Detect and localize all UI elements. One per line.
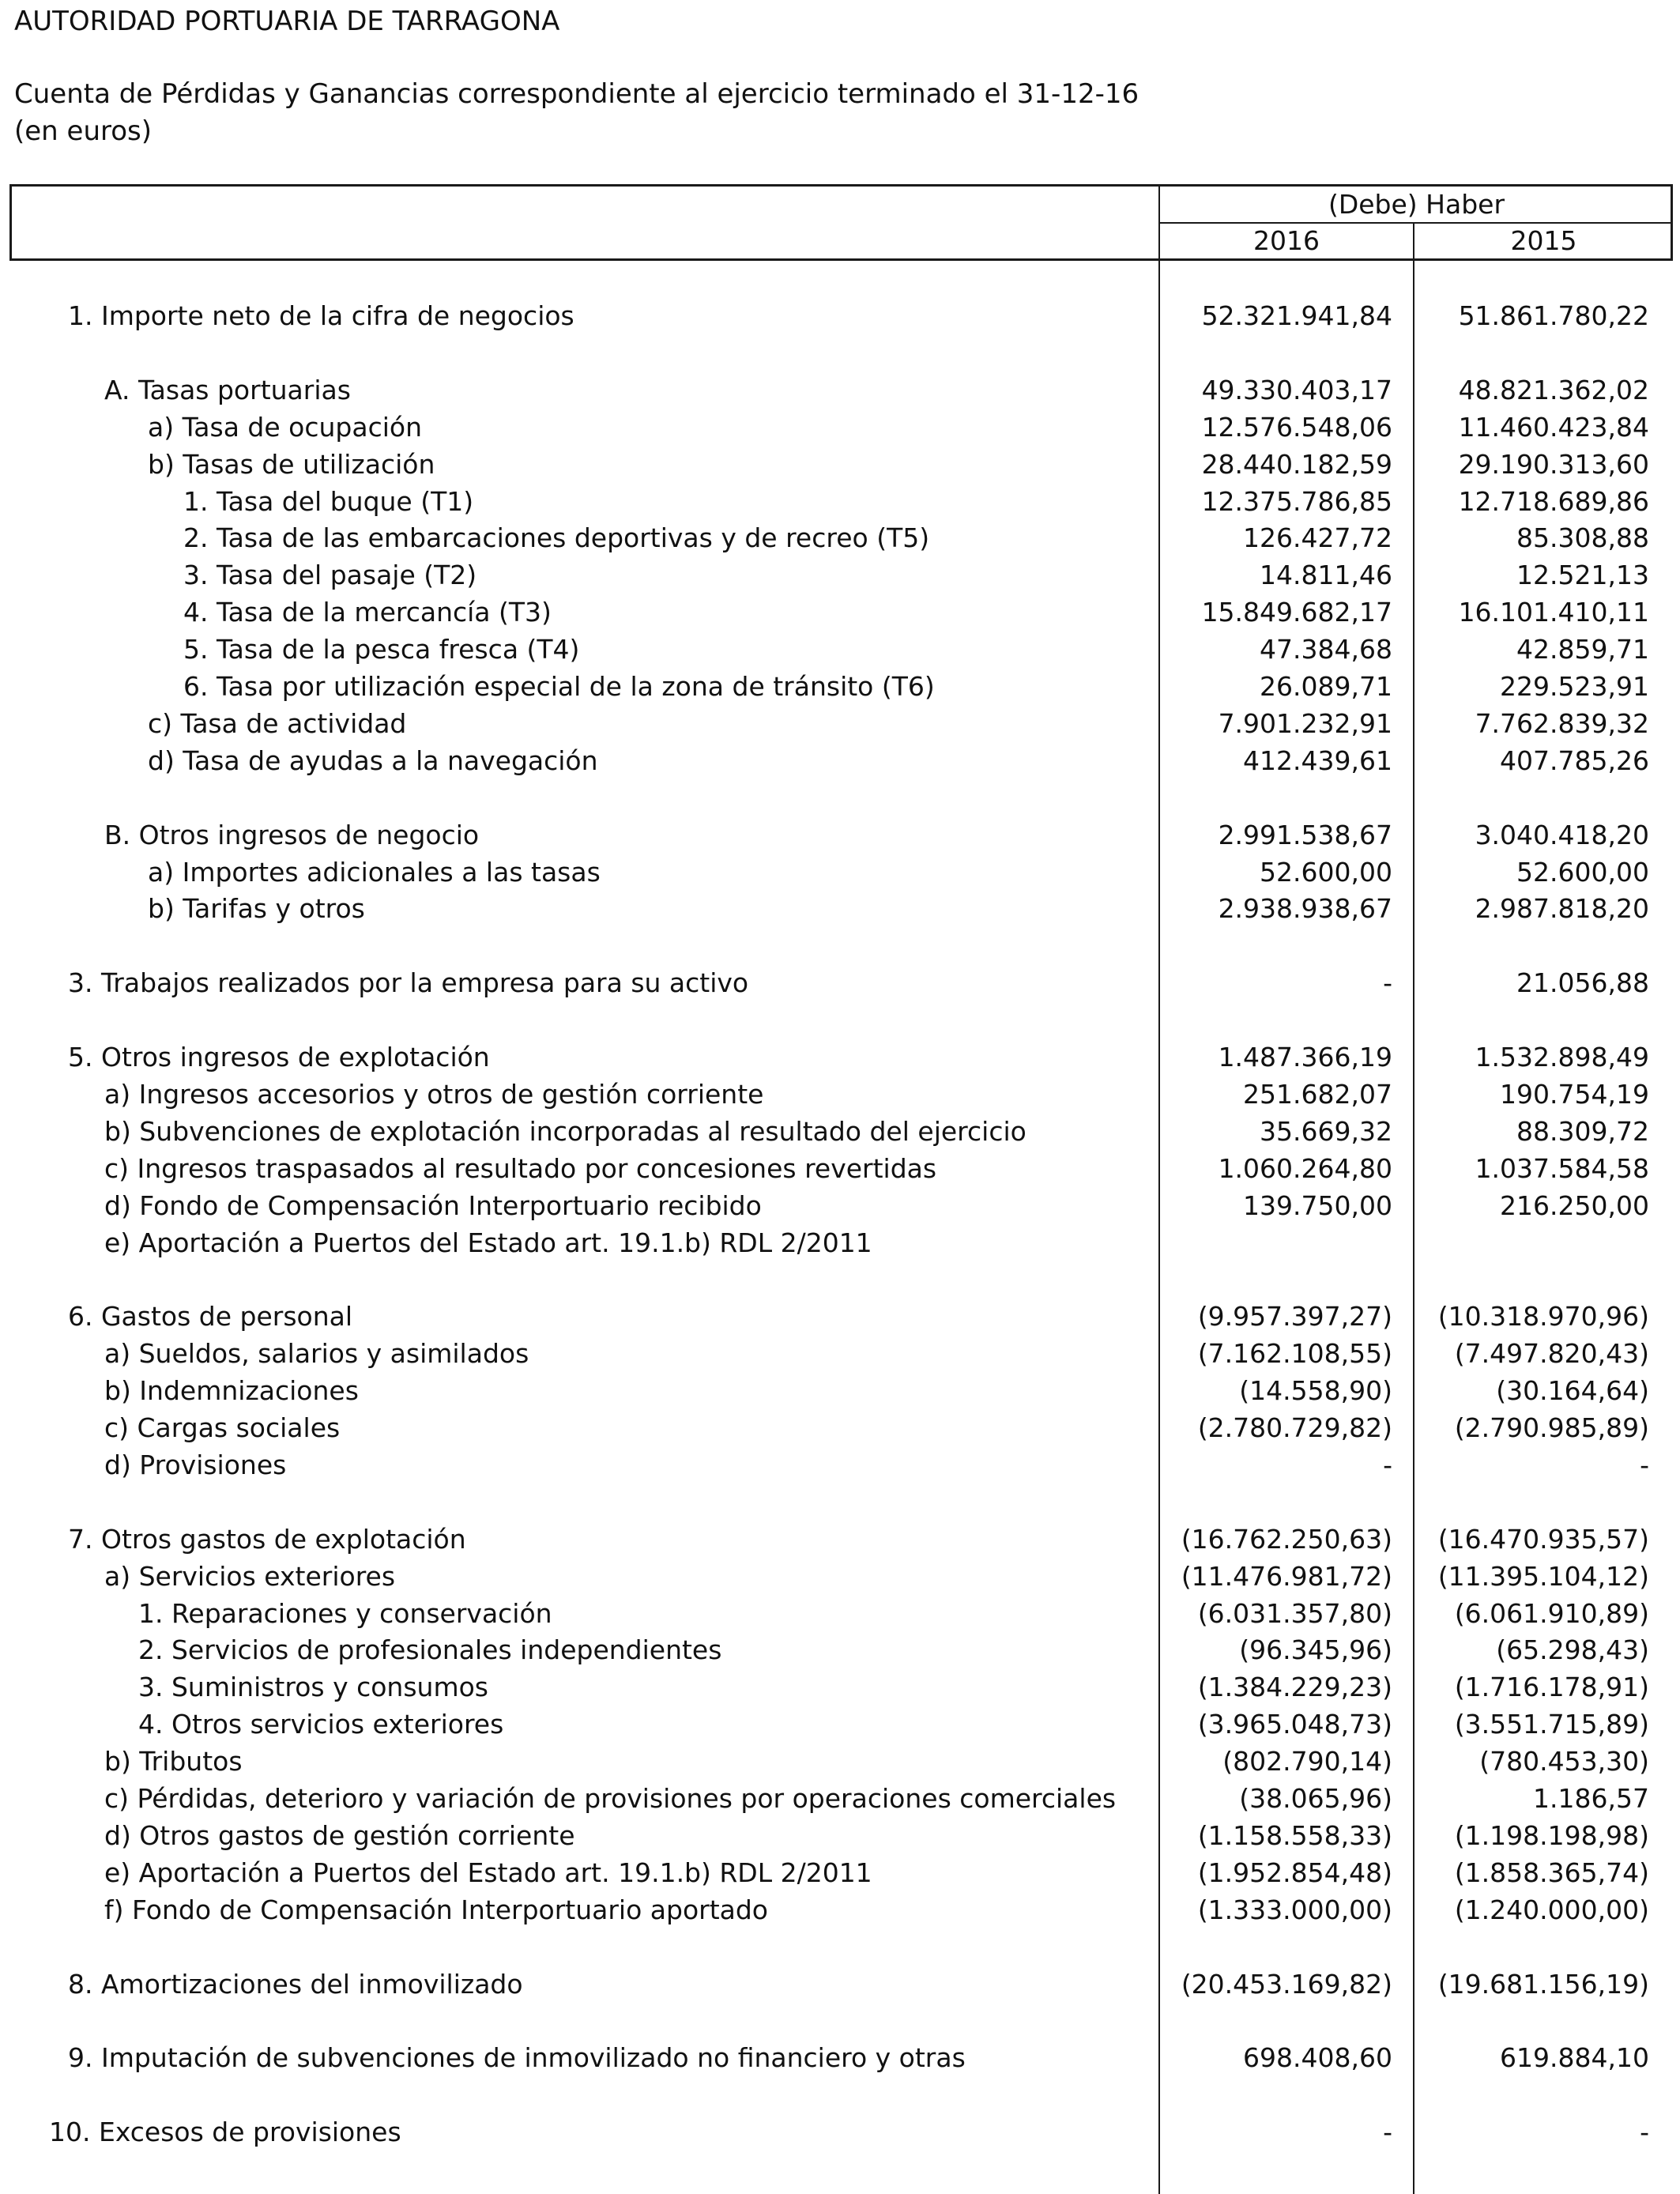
value-2015: 21.056,88 bbox=[1516, 967, 1649, 998]
row-label: c) Tasa de actividad bbox=[148, 708, 407, 739]
table-row bbox=[0, 2043, 1680, 2080]
value-2015: 85.308,88 bbox=[1516, 522, 1649, 553]
row-label: c) Pérdidas, deterioro y variación de provisiones por operaciones comerciales bbox=[104, 1783, 1117, 1814]
table-row bbox=[0, 1339, 1680, 1376]
entity-name: AUTORIDAD PORTUARIA DE TARRAGONA bbox=[14, 6, 560, 37]
value-2016: (1.384.229,23) bbox=[1197, 1672, 1392, 1702]
row-label: c) Ingresos traspasados al resultado por concesiones revertidas bbox=[104, 1153, 937, 1184]
value-2015: 229.523,91 bbox=[1500, 671, 1649, 702]
row-label: 1. Reparaciones y conservación bbox=[138, 1598, 552, 1629]
value-2015: 88.309,72 bbox=[1516, 1116, 1649, 1147]
table-row bbox=[0, 1970, 1680, 2007]
table-row bbox=[0, 560, 1680, 598]
table-row bbox=[0, 1413, 1680, 1450]
table-row bbox=[0, 1117, 1680, 1154]
row-label: 7. Otros gastos de explotación bbox=[68, 1524, 466, 1555]
table-row bbox=[0, 1784, 1680, 1821]
table-row bbox=[0, 487, 1680, 524]
row-label: B. Otros ingresos de negocio bbox=[104, 820, 480, 850]
table-row bbox=[0, 746, 1680, 783]
value-2016: 47.384,68 bbox=[1260, 634, 1392, 665]
column-header-2015: 2015 bbox=[1510, 225, 1577, 256]
row-label: b) Tributos bbox=[104, 1746, 243, 1777]
row-label: d) Provisiones bbox=[104, 1449, 287, 1480]
value-2015: 407.785,26 bbox=[1500, 745, 1649, 776]
statement-title: Cuenta de Pérdidas y Ganancias correspondiente al ejercicio terminado el 31-12-16 bbox=[14, 78, 1139, 110]
row-label: d) Tasa de ayudas a la navegación bbox=[148, 745, 598, 776]
table-row bbox=[0, 413, 1680, 450]
value-2016: 52.600,00 bbox=[1260, 857, 1392, 888]
value-2015: (11.395.104,12) bbox=[1437, 1561, 1649, 1592]
value-2016: (14.558,90) bbox=[1239, 1375, 1392, 1406]
value-2016: (1.333.000,00) bbox=[1197, 1894, 1392, 1925]
value-2016: (38.065,96) bbox=[1239, 1783, 1392, 1814]
value-2015: (10.318.970,96) bbox=[1437, 1301, 1649, 1332]
row-label: e) Aportación a Puertos del Estado art. 19.1.b) RDL 2/2011 bbox=[104, 1227, 872, 1258]
table-row bbox=[0, 598, 1680, 635]
value-2015: - bbox=[1640, 2117, 1649, 2147]
value-2015: 52.600,00 bbox=[1516, 857, 1649, 888]
value-2016: 49.330.403,17 bbox=[1201, 375, 1392, 405]
value-2015: 2.987.818,20 bbox=[1475, 893, 1649, 924]
value-2016: 251.682,07 bbox=[1243, 1079, 1392, 1110]
table-row bbox=[0, 523, 1680, 560]
value-2015: 42.859,71 bbox=[1516, 634, 1649, 665]
table-row bbox=[0, 1042, 1680, 1080]
value-2015: 29.190.313,60 bbox=[1458, 449, 1649, 480]
table-row bbox=[0, 1895, 1680, 1932]
column-header-2016: 2016 bbox=[1253, 225, 1320, 256]
row-label: 5. Tasa de la pesca fresca (T4) bbox=[183, 634, 580, 665]
row-label: 2. Servicios de profesionales independientes bbox=[138, 1634, 722, 1665]
value-2016: 2.991.538,67 bbox=[1218, 820, 1392, 850]
row-label: a) Sueldos, salarios y asimilados bbox=[104, 1338, 529, 1369]
value-2015: 1.037.584,58 bbox=[1475, 1153, 1649, 1184]
value-2015: 51.861.780,22 bbox=[1458, 300, 1649, 331]
row-label: b) Subvenciones de explotación incorporadas al resultado del ejercicio bbox=[104, 1116, 1026, 1147]
row-label: a) Tasa de ocupación bbox=[148, 412, 422, 443]
value-2015: (780.453,30) bbox=[1479, 1746, 1649, 1777]
value-2016: 139.750,00 bbox=[1243, 1190, 1392, 1221]
table-row bbox=[0, 1672, 1680, 1710]
value-2015: (1.858.365,74) bbox=[1454, 1857, 1649, 1888]
statement-units: (en euros) bbox=[14, 115, 153, 147]
value-2016: 2.938.938,67 bbox=[1218, 893, 1392, 924]
value-2016: 12.576.548,06 bbox=[1201, 412, 1392, 443]
value-2016: 412.439,61 bbox=[1243, 745, 1392, 776]
value-2016: (802.790,14) bbox=[1222, 1746, 1392, 1777]
row-label: f) Fondo de Compensación Interportuario aportado bbox=[104, 1894, 769, 1925]
table-row bbox=[0, 2117, 1680, 2154]
value-2016: (1.158.558,33) bbox=[1197, 1820, 1392, 1851]
value-2016: (11.476.981,72) bbox=[1181, 1561, 1392, 1592]
row-label: 8. Amortizaciones del inmovilizado bbox=[68, 1969, 523, 2000]
value-2016: (16.762.250,63) bbox=[1181, 1524, 1392, 1555]
value-2016: 1.060.264,80 bbox=[1218, 1153, 1392, 1184]
value-2015: 48.821.362,02 bbox=[1458, 375, 1649, 405]
table-row bbox=[0, 820, 1680, 858]
value-2015: (2.790.985,89) bbox=[1454, 1412, 1649, 1443]
row-label: d) Fondo de Compensación Interportuario recibido bbox=[104, 1190, 762, 1221]
value-2016: (6.031.357,80) bbox=[1197, 1598, 1392, 1629]
table-row bbox=[0, 1821, 1680, 1858]
row-label: d) Otros gastos de gestión corriente bbox=[104, 1820, 575, 1851]
value-2015: (1.716.178,91) bbox=[1454, 1672, 1649, 1702]
row-label: c) Cargas sociales bbox=[104, 1412, 341, 1443]
row-label: b) Indemnizaciones bbox=[104, 1375, 359, 1406]
table-row bbox=[0, 1191, 1680, 1228]
value-2015: 190.754,19 bbox=[1500, 1079, 1649, 1110]
table-row bbox=[0, 1525, 1680, 1562]
value-2015: (7.497.820,43) bbox=[1454, 1338, 1649, 1369]
value-2016: 15.849.682,17 bbox=[1201, 597, 1392, 628]
table-row bbox=[0, 1858, 1680, 1895]
value-2015: - bbox=[1640, 1449, 1649, 1480]
row-label: 4. Otros servicios exteriores bbox=[138, 1709, 504, 1740]
value-2015: 12.718.689,86 bbox=[1458, 486, 1649, 517]
table-row bbox=[0, 858, 1680, 895]
row-label: 6. Gastos de personal bbox=[68, 1301, 353, 1332]
row-label: A. Tasas portuarias bbox=[104, 375, 351, 405]
value-2015: (30.164,64) bbox=[1496, 1375, 1649, 1406]
row-label: 5. Otros ingresos de explotación bbox=[68, 1042, 490, 1072]
table-row bbox=[0, 1710, 1680, 1747]
table-row bbox=[0, 1302, 1680, 1339]
value-2015: (16.470.935,57) bbox=[1437, 1524, 1649, 1555]
table-row bbox=[0, 1599, 1680, 1636]
value-2015: 3.040.418,20 bbox=[1475, 820, 1649, 850]
table-row bbox=[0, 709, 1680, 746]
value-2015: 619.884,10 bbox=[1500, 2042, 1649, 2073]
value-2015: (19.681.156,19) bbox=[1437, 1969, 1649, 2000]
table-row bbox=[0, 968, 1680, 1005]
value-2015: 1.532.898,49 bbox=[1475, 1042, 1649, 1072]
table-row bbox=[0, 375, 1680, 413]
value-2015: (1.198.198,98) bbox=[1454, 1820, 1649, 1851]
value-2015: 12.521,13 bbox=[1516, 560, 1649, 590]
table-row bbox=[0, 672, 1680, 709]
row-label: 3. Trabajos realizados por la empresa para su activo bbox=[68, 967, 749, 998]
row-label: a) Importes adicionales a las tasas bbox=[148, 857, 601, 888]
row-label: 4. Tasa de la mercancía (T3) bbox=[183, 597, 552, 628]
table-row bbox=[0, 1376, 1680, 1413]
table-row bbox=[0, 1450, 1680, 1487]
value-2015: (65.298,43) bbox=[1496, 1634, 1649, 1665]
value-2016: 14.811,46 bbox=[1260, 560, 1392, 590]
value-2016: 1.487.366,19 bbox=[1218, 1042, 1392, 1072]
value-2015: 216.250,00 bbox=[1500, 1190, 1649, 1221]
row-label: 6. Tasa por utilización especial de la zona de tránsito (T6) bbox=[183, 671, 935, 702]
value-2016: 698.408,60 bbox=[1243, 2042, 1392, 2073]
row-label: 1. Tasa del buque (T1) bbox=[183, 486, 474, 517]
row-label: a) Servicios exteriores bbox=[104, 1561, 396, 1592]
table-row bbox=[0, 894, 1680, 931]
row-label: 3. Suministros y consumos bbox=[138, 1672, 488, 1702]
value-2016: 35.669,32 bbox=[1260, 1116, 1392, 1147]
value-2016: (1.952.854,48) bbox=[1197, 1857, 1392, 1888]
group-header: (Debe) Haber bbox=[1328, 189, 1505, 220]
value-2016: (20.453.169,82) bbox=[1181, 1969, 1392, 2000]
value-2016: - bbox=[1383, 1449, 1392, 1480]
table-row bbox=[0, 1562, 1680, 1599]
row-label: 3. Tasa del pasaje (T2) bbox=[183, 560, 477, 590]
value-2015: (3.551.715,89) bbox=[1454, 1709, 1649, 1740]
table-row bbox=[0, 1154, 1680, 1191]
row-label: 10. Excesos de provisiones bbox=[49, 2117, 401, 2147]
row-label: b) Tarifas y otros bbox=[148, 893, 365, 924]
value-2016: 52.321.941,84 bbox=[1201, 300, 1392, 331]
table-row bbox=[0, 635, 1680, 672]
value-2015: (1.240.000,00) bbox=[1454, 1894, 1649, 1925]
value-2016: 126.427,72 bbox=[1243, 522, 1392, 553]
value-2016: (2.780.729,82) bbox=[1197, 1412, 1392, 1443]
value-2016: (3.965.048,73) bbox=[1197, 1709, 1392, 1740]
table-row bbox=[0, 1228, 1680, 1265]
value-2016: (7.162.108,55) bbox=[1197, 1338, 1392, 1369]
value-2016: (9.957.397,27) bbox=[1197, 1301, 1392, 1332]
value-2016: 12.375.786,85 bbox=[1201, 486, 1392, 517]
table-row bbox=[0, 1635, 1680, 1672]
value-2015: (6.061.910,89) bbox=[1454, 1598, 1649, 1629]
table-row bbox=[0, 1080, 1680, 1117]
row-label: 1. Importe neto de la cifra de negocios bbox=[68, 300, 574, 331]
value-2015: 1.186,57 bbox=[1533, 1783, 1649, 1814]
value-2016: - bbox=[1383, 967, 1392, 998]
table-row bbox=[0, 450, 1680, 487]
table-row bbox=[0, 1747, 1680, 1784]
row-label: 2. Tasa de las embarcaciones deportivas y de recreo (T5) bbox=[183, 522, 930, 553]
value-2015: 11.460.423,84 bbox=[1458, 412, 1649, 443]
value-2015: 7.762.839,32 bbox=[1475, 708, 1649, 739]
row-label: b) Tasas de utilización bbox=[148, 449, 435, 480]
value-2016: 28.440.182,59 bbox=[1201, 449, 1392, 480]
table-row bbox=[0, 301, 1680, 338]
row-label: a) Ingresos accesorios y otros de gestión corriente bbox=[104, 1079, 764, 1110]
row-label: 9. Imputación de subvenciones de inmovilizado no financiero y otras bbox=[68, 2042, 966, 2073]
value-2016: - bbox=[1383, 2117, 1392, 2147]
value-2016: (96.345,96) bbox=[1239, 1634, 1392, 1665]
value-2015: 16.101.410,11 bbox=[1458, 597, 1649, 628]
row-label: e) Aportación a Puertos del Estado art. 19.1.b) RDL 2/2011 bbox=[104, 1857, 872, 1888]
value-2016: 7.901.232,91 bbox=[1218, 708, 1392, 739]
value-2016: 26.089,71 bbox=[1260, 671, 1392, 702]
